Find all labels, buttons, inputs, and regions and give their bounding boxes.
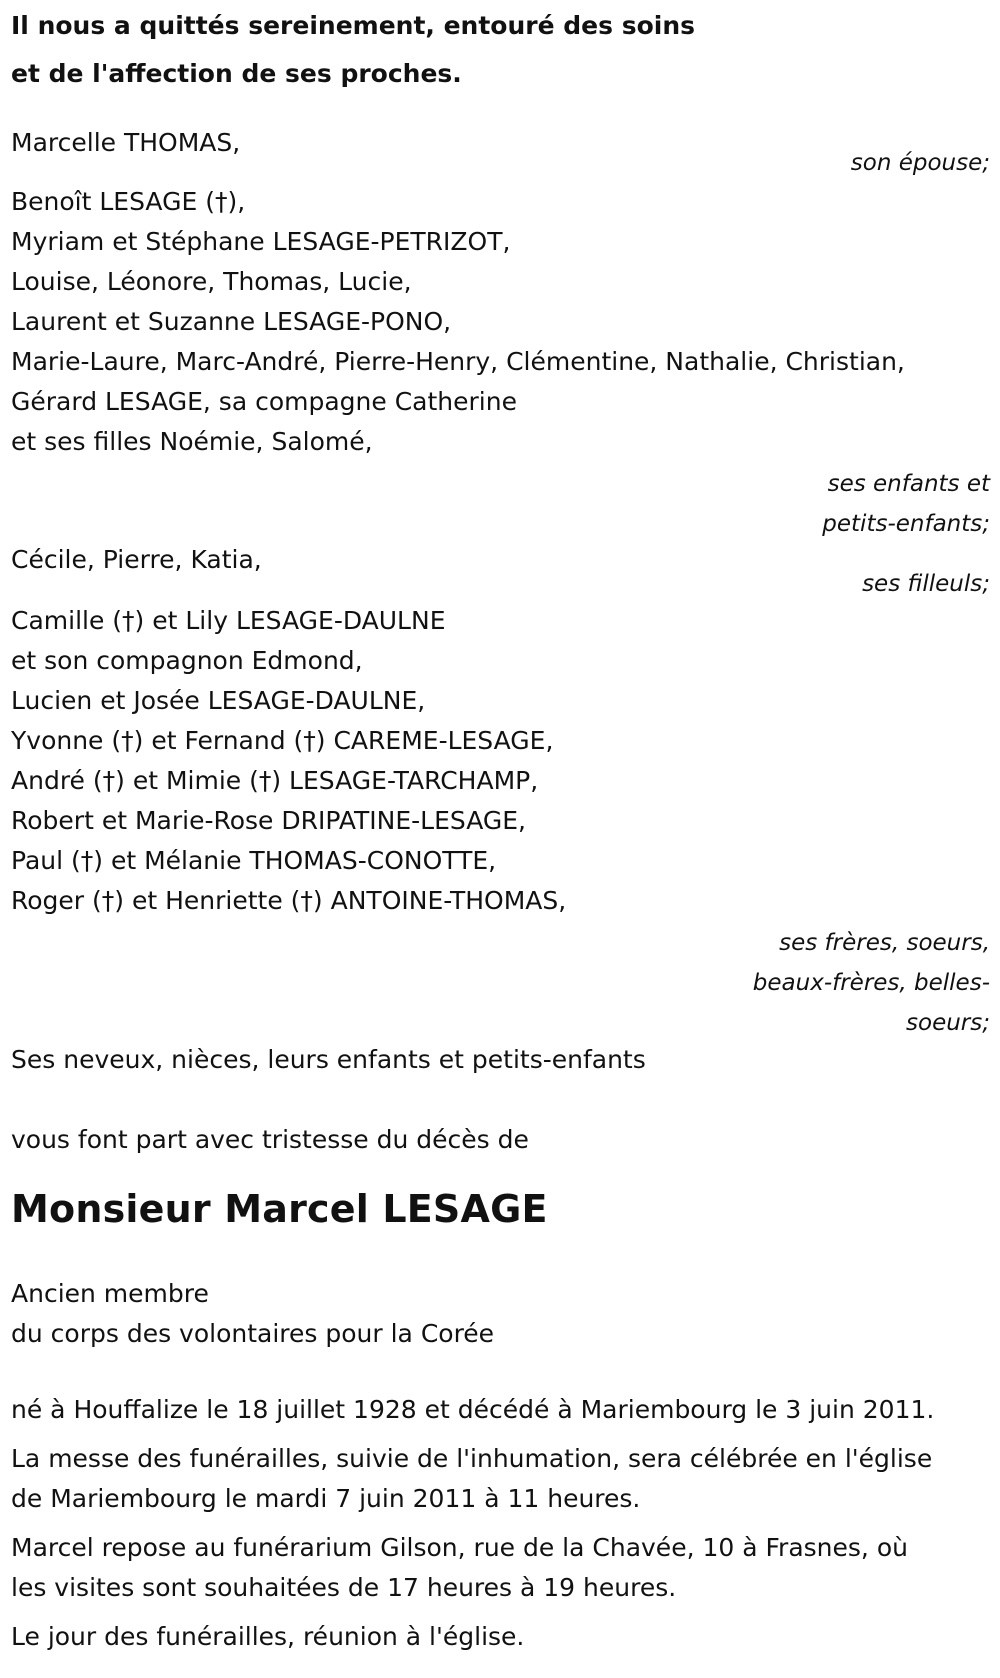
family-line: Myriam et Stéphane LESAGE-PETRIZOT, <box>11 227 511 256</box>
relation-line: ses filleuls; <box>862 571 990 597</box>
announce-text: vous font part avec tristesse du décès de <box>11 1125 529 1154</box>
family-line: et ses filles Noémie, Salomé, <box>11 427 373 456</box>
relation-children <box>11 464 990 544</box>
intro-line: Il nous a quittés sereinement, entouré des soins <box>11 11 696 40</box>
family-line: Robert et Marie-Rose DRIPATINE-LESAGE, <box>11 806 526 835</box>
relation-line: petits-enfants; <box>822 511 990 537</box>
details-block <box>11 1390 991 1657</box>
family-line: Camille (†) et Lily LESAGE-DAULNE <box>11 606 446 635</box>
intro-text <box>11 2 991 98</box>
title-line: Ancien membre <box>11 1279 209 1308</box>
family-line: Laurent et Suzanne LESAGE-PONO, <box>11 307 452 336</box>
funeral-line: La messe des funérailles, suivie de l'inhumation, sera célébrée en l'église <box>11 1444 933 1473</box>
relation-line: ses frères, soeurs, <box>779 930 990 956</box>
family-line: et son compagnon Edmond, <box>11 646 363 675</box>
obituary-page <box>11 0 991 1657</box>
family-line: André (†) et Mimie (†) LESAGE-TARCHAMP, <box>11 766 539 795</box>
relation-line: son épouse; <box>850 150 990 176</box>
announce-line <box>11 1120 991 1160</box>
family-line: Louise, Léonore, Thomas, Lucie, <box>11 267 412 296</box>
relation-line: beaux-frères, belles- <box>752 970 990 996</box>
family-line: Ses neveux, nièces, leurs enfants et petits-enfants <box>11 1045 646 1074</box>
relation-siblings <box>11 923 990 1043</box>
family-line: Cécile, Pierre, Katia, <box>11 545 262 574</box>
visit-line: Marcel repose au funérarium Gilson, rue de la Chavée, 10 à Frasnes, où <box>11 1533 908 1562</box>
family-line: Marcelle THOMAS, <box>11 128 241 157</box>
title-line: du corps des volontaires pour la Corée <box>11 1319 495 1348</box>
funeral-line: de Mariembourg le mardi 7 juin 2011 à 11 heures. <box>11 1484 641 1513</box>
visit-line: les visites sont souhaitées de 17 heures à 19 heures. <box>11 1573 677 1602</box>
deceased-title <box>11 1274 991 1354</box>
family-line: Benoît LESAGE (†), <box>11 187 246 216</box>
siblings-block <box>11 601 991 921</box>
others-line <box>11 1040 991 1080</box>
children-block <box>11 182 991 462</box>
relation-line: ses enfants et <box>827 471 990 497</box>
family-line: Roger (†) et Henriette (†) ANTOINE-THOMAS, <box>11 886 567 915</box>
family-line: Yvonne (†) et Fernand (†) CAREME-LESAGE, <box>11 726 554 755</box>
family-line: Gérard LESAGE, sa compagne Catherine <box>11 387 517 416</box>
intro-line: et de l'affection de ses proches. <box>11 59 462 88</box>
family-line: Paul (†) et Mélanie THOMAS-CONOTTE, <box>11 846 497 875</box>
meeting-line: Le jour des funérailles, réunion à l'église. <box>11 1622 525 1651</box>
family-line: Marie-Laure, Marc-André, Pierre-Henry, Clémentine, Nathalie, Christian, <box>11 347 905 376</box>
family-line: Lucien et Josée LESAGE-DAULNE, <box>11 686 426 715</box>
deceased-name: Monsieur Marcel LESAGE <box>11 1187 548 1231</box>
relation-line: soeurs; <box>906 1010 990 1036</box>
birth-death-line: né à Houffalize le 18 juillet 1928 et décédé à Mariembourg le 3 juin 2011. <box>11 1395 935 1424</box>
